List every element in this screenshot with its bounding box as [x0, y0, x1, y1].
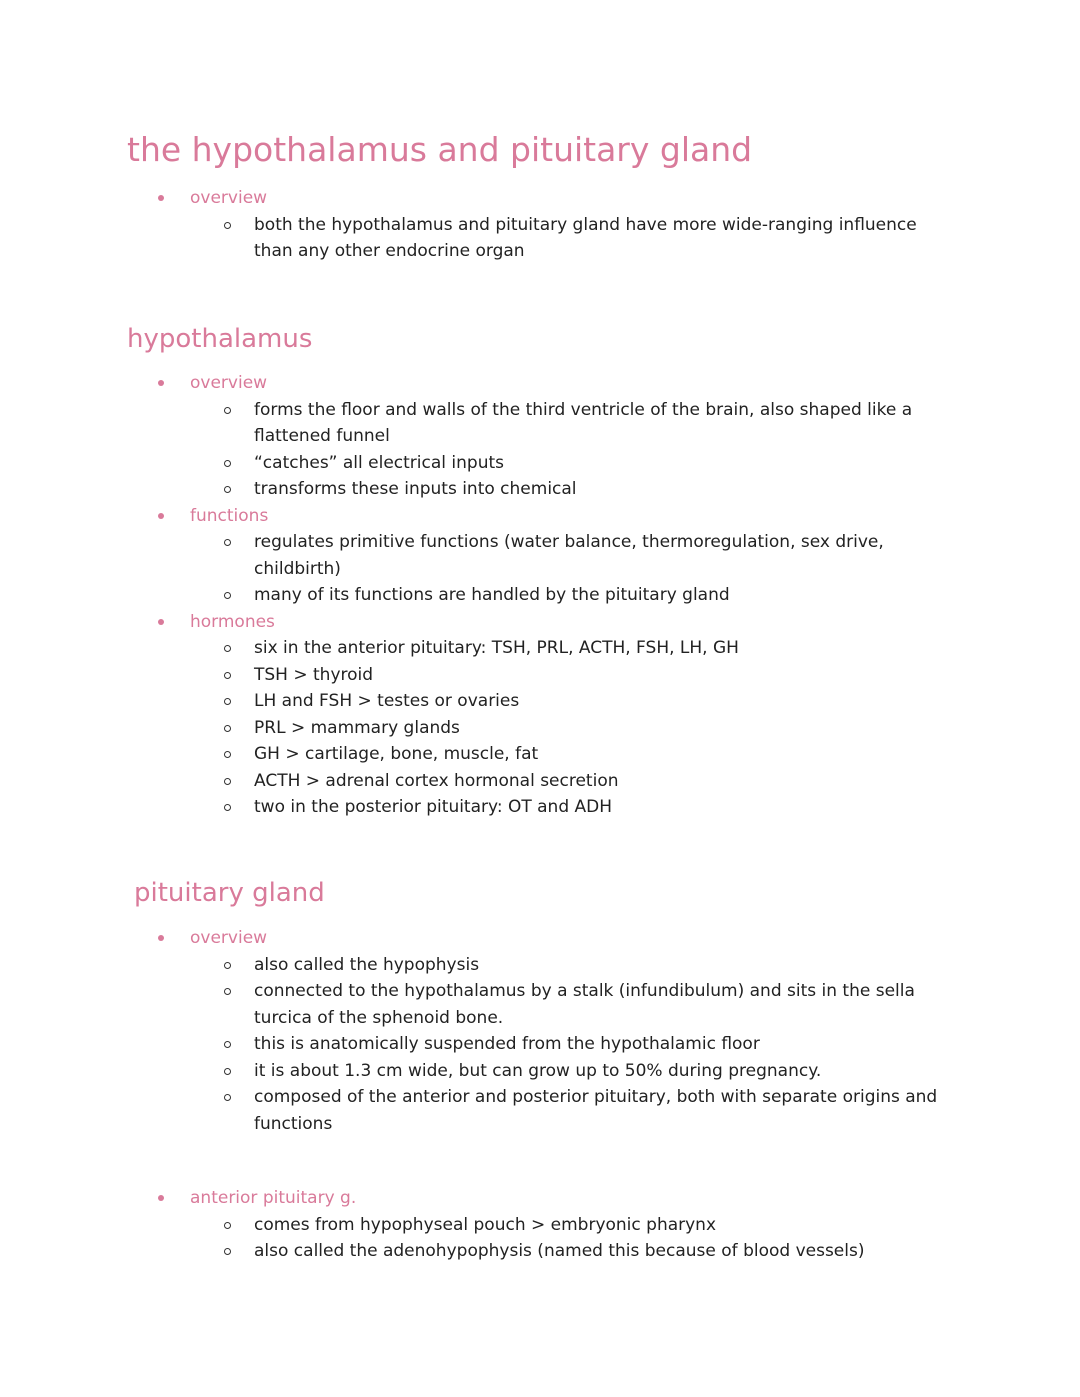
- list-item-text: LH and FSH > testes or ovaries: [254, 691, 520, 711]
- hypothalamus-list: [0, 370, 1080, 821]
- hollow-bullet-icon: [224, 407, 231, 414]
- list-item: [190, 688, 954, 715]
- list-item-text: “catches” all electrical inputs: [254, 452, 504, 473]
- hollow-bullet-icon: [224, 1068, 231, 1075]
- list-item: [190, 397, 954, 450]
- list-item-text: composed of the anterior and posterior pituitary, both with separate origins and functions: [254, 1087, 938, 1134]
- list-item: [190, 768, 954, 795]
- list-item-text: TSH > thyroid: [254, 664, 374, 685]
- bullet-item: [0, 609, 1080, 821]
- hollow-bullet-icon: [224, 645, 231, 652]
- hollow-bullet-icon: [224, 672, 231, 679]
- bullet-dot-icon: [158, 380, 164, 386]
- hollow-bullet-icon: [224, 460, 231, 467]
- list-item: [190, 476, 954, 503]
- list-item: [190, 582, 954, 609]
- bullet-item: [0, 1185, 1080, 1265]
- hollow-bullet-icon: [224, 486, 231, 493]
- bullet-label: functions: [190, 505, 269, 526]
- anterior-pituitary-list: [0, 1185, 1080, 1265]
- bullet-label: overview: [190, 928, 268, 948]
- bullet-dot-icon: [158, 619, 164, 625]
- pituitary-overview-list: [0, 925, 1080, 1137]
- bullet-label: hormones: [190, 611, 275, 632]
- list-item-text: transforms these inputs into chemical: [254, 479, 577, 499]
- list-item-text: two in the posterior pituitary: OT and ADH: [254, 797, 613, 817]
- list-item: [190, 1084, 954, 1137]
- sub-list: [190, 1212, 1080, 1265]
- list-item-text: many of its functions are handled by the pituitary gland: [254, 585, 730, 605]
- bullet-label: anterior pituitary g.: [190, 1188, 357, 1208]
- bullet-item: [0, 503, 1080, 609]
- list-item-text: connected to the hypothalamus by a stalk (infundibulum) and sits in the sella turcica of the sphenoid bone.: [254, 981, 915, 1028]
- list-item: [190, 529, 954, 582]
- list-item-text: PRL > mammary glands: [254, 717, 460, 738]
- list-item-text: forms the floor and walls of the third ventricle of the brain, also shaped like a flattened funnel: [254, 399, 913, 446]
- hollow-bullet-icon: [224, 804, 231, 811]
- list-item-text: it is about 1.3 cm wide, but can grow up to 50% during pregnancy.: [254, 1060, 822, 1081]
- bullet-item: [0, 370, 1080, 503]
- list-item: [190, 635, 954, 662]
- list-item: [190, 662, 954, 689]
- list-item: [190, 978, 954, 1031]
- hollow-bullet-icon: [224, 1094, 231, 1101]
- hollow-bullet-icon: [224, 592, 231, 599]
- hollow-bullet-icon: [224, 1248, 231, 1255]
- list-item-text: GH > cartilage, bone, muscle, fat: [254, 744, 539, 764]
- bullet-dot-icon: [158, 513, 164, 519]
- list-item: [190, 741, 954, 768]
- sub-list: [190, 635, 1080, 821]
- hollow-bullet-icon: [224, 1041, 231, 1048]
- hollow-bullet-icon: [224, 539, 231, 546]
- list-item-text: also called the adenohypophysis (named this because of blood vessels): [254, 1241, 865, 1261]
- list-item: [190, 1058, 954, 1085]
- page-title: the hypothalamus and pituitary gland: [127, 130, 753, 169]
- hollow-bullet-icon: [224, 1222, 231, 1229]
- list-item: [190, 450, 954, 477]
- list-item-text: ACTH > adrenal cortex hormonal secretion: [254, 770, 619, 791]
- list-item-text: comes from hypophyseal pouch > embryonic pharynx: [254, 1214, 717, 1235]
- bullet-dot-icon: [158, 1195, 164, 1201]
- pituitary-heading: pituitary gland: [134, 878, 325, 908]
- bullet-label: overview: [190, 188, 268, 208]
- hollow-bullet-icon: [224, 988, 231, 995]
- list-item: [190, 1031, 954, 1058]
- hollow-bullet-icon: [224, 751, 231, 758]
- hollow-bullet-icon: [224, 962, 231, 969]
- list-item-text: both the hypothalamus and pituitary gland have more wide-ranging influence than any other endocrine organ: [254, 214, 917, 261]
- bullet-dot-icon: [158, 195, 164, 201]
- list-item: [190, 1238, 954, 1265]
- bullet-item: [0, 185, 1080, 265]
- sub-list: [190, 212, 1080, 265]
- hollow-bullet-icon: [224, 222, 231, 229]
- hypothalamus-heading: hypothalamus: [127, 324, 313, 354]
- hollow-bullet-icon: [224, 725, 231, 732]
- bullet-item: [0, 925, 1080, 1137]
- intro-list: [0, 185, 1080, 265]
- list-item: [190, 1212, 954, 1239]
- list-item-text: regulates primitive functions (water balance, thermoregulation, sex drive, childbirth): [254, 532, 884, 579]
- list-item-text: also called the hypophysis: [254, 954, 480, 975]
- list-item: [190, 212, 954, 265]
- hollow-bullet-icon: [224, 778, 231, 785]
- hollow-bullet-icon: [224, 698, 231, 705]
- list-item-text: six in the anterior pituitary: TSH, PRL, ACTH, FSH, LH, GH: [254, 638, 739, 658]
- sub-list: [190, 952, 1080, 1138]
- bullet-dot-icon: [158, 935, 164, 941]
- list-item-text: this is anatomically suspended from the hypothalamic floor: [254, 1034, 760, 1054]
- list-item: [190, 952, 954, 979]
- list-item: [190, 715, 954, 742]
- sub-list: [190, 529, 1080, 609]
- bullet-label: overview: [190, 373, 268, 393]
- sub-list: [190, 397, 1080, 503]
- list-item: [190, 794, 954, 821]
